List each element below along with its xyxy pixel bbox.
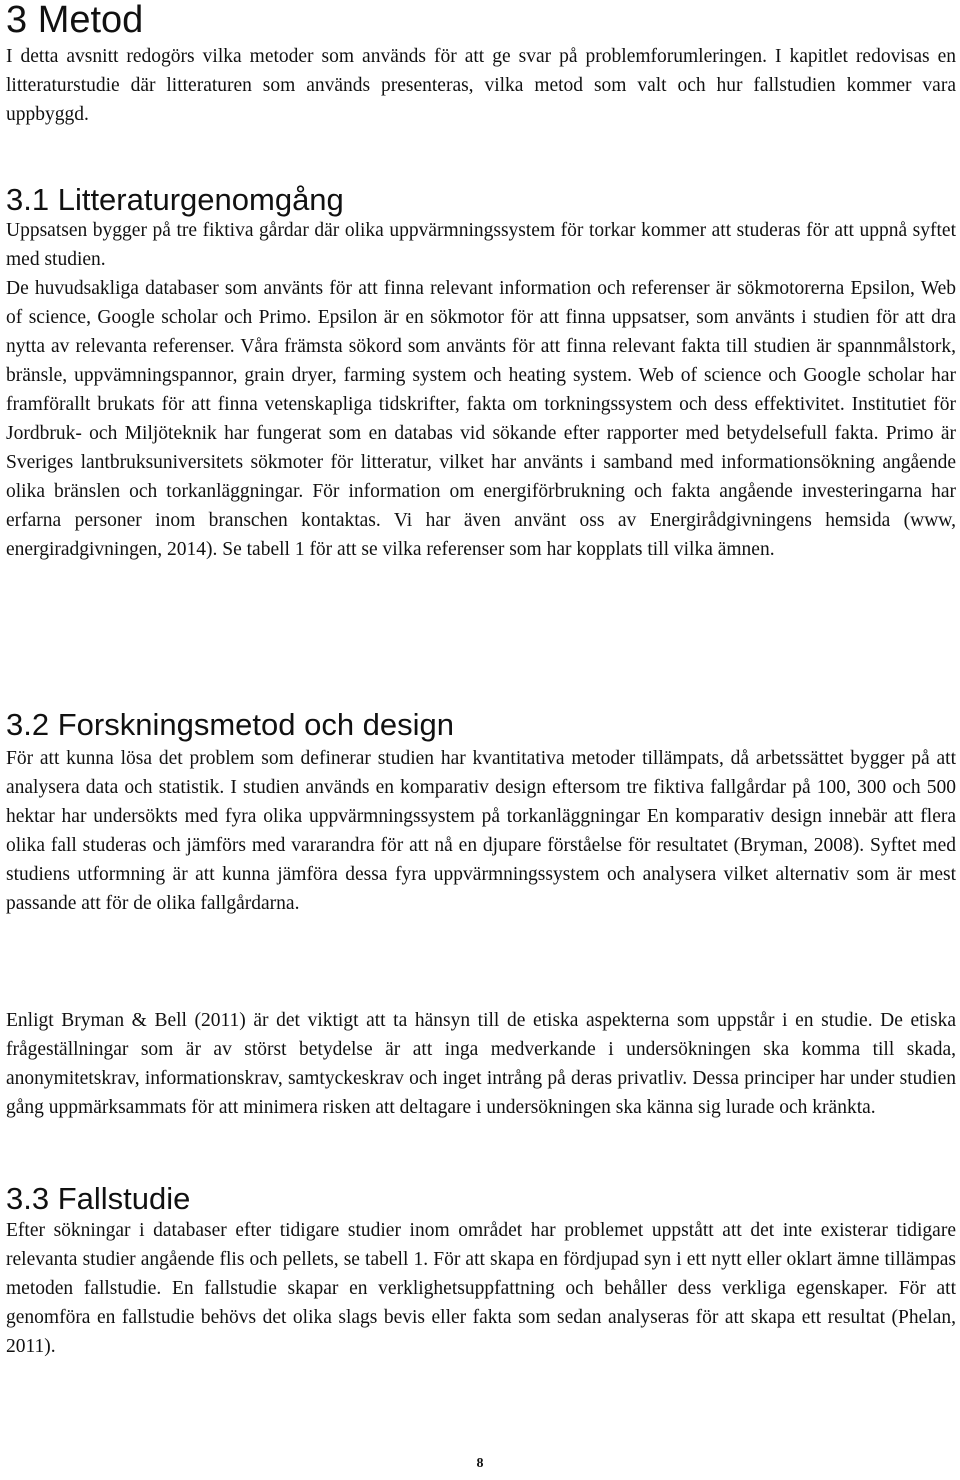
chapter-heading: 3 Metod	[6, 0, 144, 41]
section-paragraph: För att kunna lösa det problem som definerar studien har kvantitativa metoder tillämpats, då arbetssättet bygger på att analysera data och statistik. I studien används en komparativ design eftersom tre fiktiva fallgårdar på 100, 300 och 500 hektar har undersökts med fyra olika uppvärmningssystem på torkanläggningar En komparativ design innebär att flera olika fall studeras och jämförs med vararandra för att nå en djupare förståelse för resultatet (Bryman, 2008). Syftet med studiens utformning är att kunna jämföra dessa fyra uppvärmningssystem och analysera vilket alternativ som är mest passande att för de olika fallgårdarna.	[6, 748, 956, 914]
section-paragraph: Uppsatsen bygger på tre fiktiva gårdar där olika uppvärmningssystem för torkar kommer att studeras för att uppnå syftet med studien.	[6, 220, 956, 270]
section-paragraph: Enligt Bryman & Bell (2011) är det viktigt att ta hänsyn till de etiska aspekterna som uppstår i en studie. De etiska frågeställningar som är av störst betydelse är att inga medverkande i undersökningen ska komma till skada, anonymitetskrav, informationskrav, samtyckeskrav och inget intrång på deras privatliv. Dessa principer har under studien gång uppmärksammats för att minimera risken att deltagare i undersökningen ska känna sig lurade och kränkta.	[6, 1010, 956, 1118]
section-heading-forskningsmetod: 3.2 Forskningsmetod och design	[6, 707, 455, 742]
section-heading-fallstudie: 3.3 Fallstudie	[6, 1181, 191, 1216]
section-paragraph: De huvudsakliga databaser som använts för att finna relevant information och referenser är sökmotorerna Epsilon, Web of science, Google scholar och Primo. Epsilon är en sökmotor för att finna uppsatser, som använts i studien för att dra nytta av relevanta referenser. Våra främsta sökord som använts för att finna relevant fakta till studien är spannmålstork, bränsle, uppvämningspannor, grain dryer, farming system och heating system. Web of science och Google scholar har framförallt brukats för att finna vetenskapliga tidskrifter, fakta om torkningssystem och dess effektivitet. Institutiet för Jordbruk- och Miljöteknik har fungerat som en databas vid sökande efter rapporter med betydelsefull fakta. Primo är Sveriges lantbruksuniversitets sökmoter för litteratur, vilket har använts i samband med informationsökning angående olika bränslen och torkanläggningar. För information om energiförbrukning och fakta angående investeringarna har erfarna personer inom branschen kontaktas. Vi har även använt oss av Energirådgivningens hemsida (www, energiradgivningen, 2014). Se tabell 1 för att se vilka referenser som har kopplats till vilka ämnen.	[6, 278, 956, 560]
section-heading-litteraturgenomgang: 3.1 Litteraturgenomgång	[6, 182, 344, 217]
section-paragraph: Efter sökningar i databaser efter tidigare studier inom området har problemet uppstått att det inte existerar tidigare relevanta studier angående flis och pellets, se tabell 1. För att skapa en fördjupad syn i ett nytt eller oklart ämne tillämpas metoden fallstudie. En fallstudie skapar en verklighetsuppfattning och behåller dess verkliga egenskaper. För att genomföra en fallstudie behövs det olika slags bevis eller fakta som sedan analyseras för att skapa ett resultat (Phelan, 2011).	[6, 1220, 956, 1357]
page-number: 8	[476, 1456, 484, 1471]
chapter-intro-paragraph: I detta avsnitt redogörs vilka metoder som används för att ge svar på problemforumleringen. I kapitlet redovisas en litteraturstudie där litteraturen som används presenteras, vilka metod som valt och hur fallstudien kommer vara uppbyggd.	[6, 46, 956, 125]
